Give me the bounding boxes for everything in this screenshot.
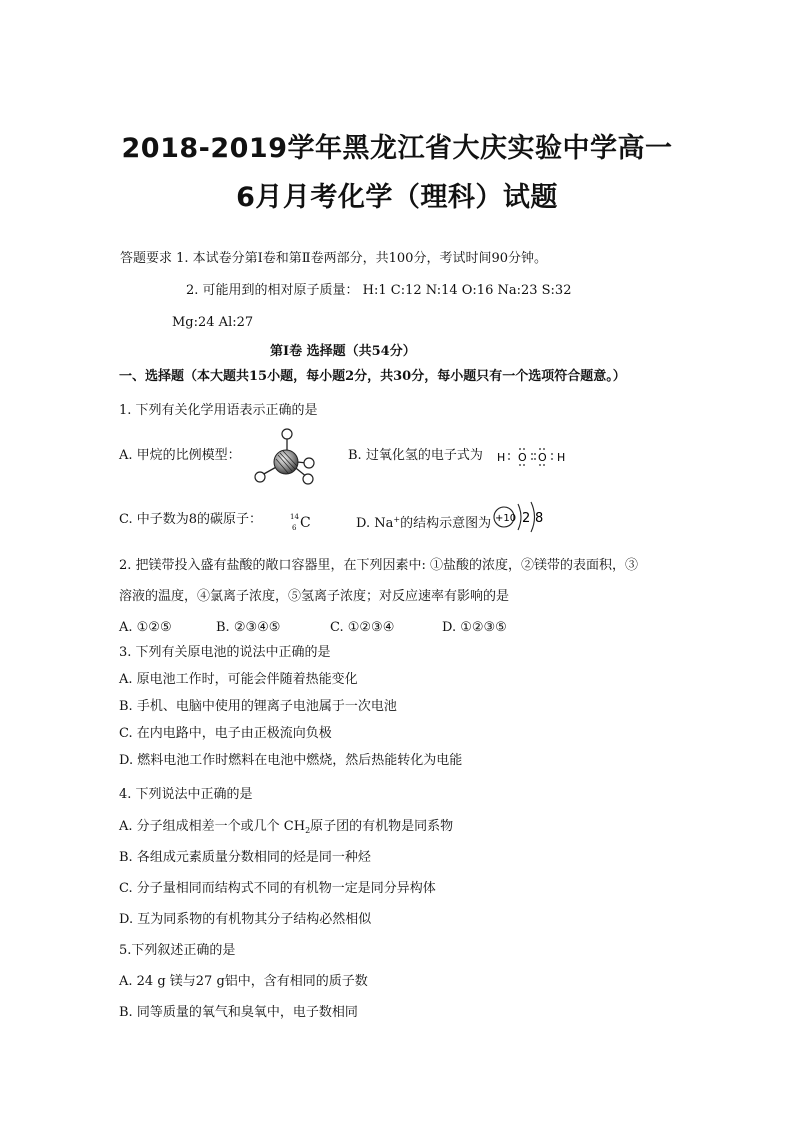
q4-option-b: B. 各组成元素质量分数相同的烃是同一种烃 bbox=[119, 850, 371, 865]
q4-option-a bbox=[119, 819, 453, 839]
q4-option-c: C. 分子量相同而结构式不同的有机物一定是同分异构体 bbox=[119, 881, 436, 896]
q2-option-d: D. ①②③⑤ bbox=[442, 620, 507, 635]
q2-stem-line-2: 溶液的温度，④氯离子浓度，⑤氢离子浓度；对反应速率有影响的是 bbox=[119, 589, 510, 604]
q2-option-c: C. ①②③④ bbox=[330, 620, 395, 635]
h2o2-electron-formula bbox=[494, 446, 572, 470]
q2-stem-line-1: 2. 把镁带投入盛有盐酸的敞口容器里，在下列因素中: ①盐酸的浓度，②镁带的表面积，③ bbox=[119, 558, 639, 573]
q2-option-b: B. ②③④⑤ bbox=[216, 620, 281, 635]
q4-a-suffix: 原子团的有机物是同系物 bbox=[310, 819, 454, 834]
section-heading: 第Ⅰ卷 选择题（共54分） bbox=[270, 344, 416, 359]
q3-option-b: B. 手机、电脑中使用的锂离子电池属于一次电池 bbox=[119, 699, 397, 714]
na-shell-1-count: 2 bbox=[522, 511, 531, 526]
q1-option-a: A. 甲烷的比例模型： bbox=[119, 448, 241, 463]
q3-option-a: A. 原电池工作时，可能会伴随着热能变化 bbox=[119, 672, 358, 687]
instruction-3: Mg:24 Al:27 bbox=[172, 315, 254, 330]
isotope-symbol: C bbox=[300, 515, 311, 531]
q2-option-a: A. ①②⑤ bbox=[119, 620, 172, 635]
na-nucleus-charge: +10 bbox=[495, 513, 517, 524]
q4-a-subscript: 2 bbox=[305, 826, 311, 835]
instruction-1: 答题要求 1. 本试卷分第Ⅰ卷和第Ⅱ卷两部分，共100分，考试时间90分钟。 bbox=[120, 251, 547, 266]
q1-d-prefix: D. Na bbox=[356, 516, 394, 531]
q1-option-b: B. 过氧化氢的电子式为 bbox=[348, 448, 483, 463]
h2o2-h2: H bbox=[557, 451, 566, 464]
q5-stem: 5.下列叙述正确的是 bbox=[119, 943, 236, 958]
isotope-atomic-number: 6 bbox=[292, 524, 297, 532]
q1-option-c: C. 中子数为8的碳原子： bbox=[119, 512, 263, 527]
q1-d-suffix: 的结构示意图为 bbox=[400, 516, 492, 531]
q1-d-charge: + bbox=[393, 515, 401, 524]
q4-stem: 4. 下列说法中正确的是 bbox=[119, 787, 253, 802]
title-line-1: 2018-2019学年黑龙江省大庆实验中学高一 bbox=[121, 133, 673, 164]
q1-stem: 1. 下列有关化学用语表示正确的是 bbox=[119, 403, 318, 418]
q1-option-d bbox=[356, 512, 491, 532]
q5-option-b: B. 同等质量的氧气和臭氧中，电子数相同 bbox=[119, 1005, 358, 1020]
q4-option-d: D. 互为同系物的有机物其分子结构必然相似 bbox=[119, 912, 372, 927]
methane-model-image bbox=[250, 425, 322, 491]
q4-a-prefix: A. 分子组成相差一个或几个 CH bbox=[119, 819, 306, 834]
h2o2-h1: H bbox=[497, 451, 506, 464]
q3-stem: 3. 下列有关原电池的说法中正确的是 bbox=[119, 645, 331, 660]
q3-option-c: C. 在内电路中，电子由正极流向负极 bbox=[119, 726, 332, 741]
title-line-2: 6月月考化学（理科）试题 bbox=[236, 182, 558, 213]
q5-option-a: A. 24 g 镁与27 g铝中，含有相同的质子数 bbox=[119, 974, 368, 989]
instruction-2: 2. 可能用到的相对原子质量： H:1 C:12 N:14 O:16 Na:23 S:32 bbox=[186, 283, 572, 298]
part-heading: 一、选择题（本大题共15小题，每小题2分，共30分，每小题只有一个选项符合题意。） bbox=[119, 369, 626, 384]
q3-option-d: D. 燃料电池工作时燃料在电池中燃烧，然后热能转化为电能 bbox=[119, 753, 463, 768]
h2o2-o1: O bbox=[518, 451, 527, 464]
na-shell-2-count: 8 bbox=[535, 511, 544, 526]
h2o2-o2: O bbox=[538, 451, 547, 464]
carbon-14-isotope bbox=[287, 508, 317, 534]
na-ion-structure-diagram bbox=[492, 500, 548, 534]
isotope-mass-number: 14 bbox=[290, 513, 299, 521]
